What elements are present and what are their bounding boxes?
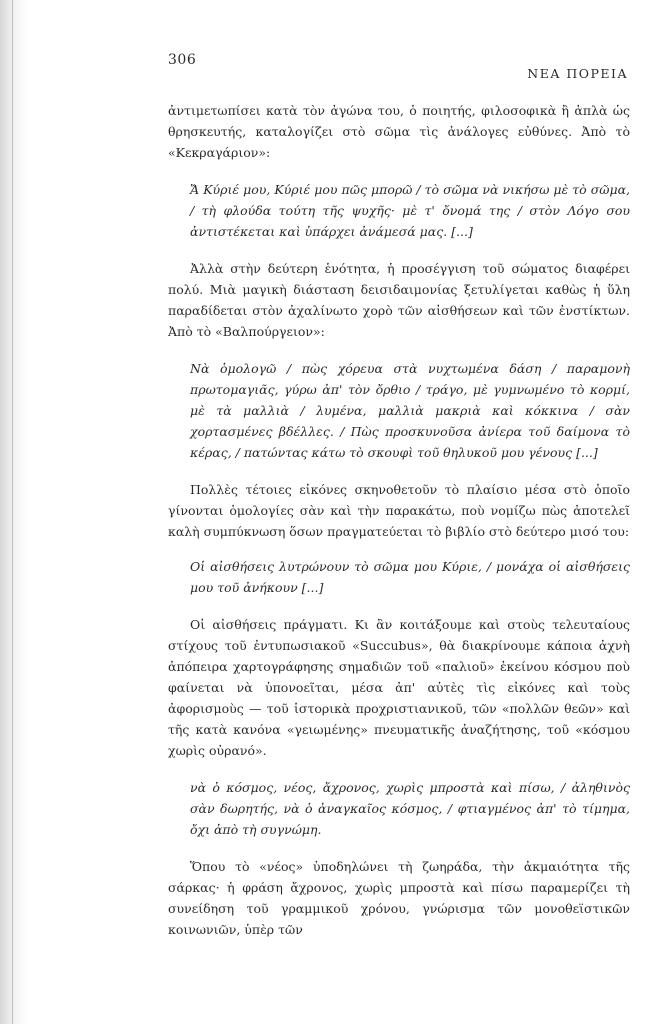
quote-kosmos: νὰ ὁ κόσμος, νέος, ἄχρονος, χωρὶς μπροστὰ καὶ πίσω, / ἀληθινὸς σὰν δωρητής, νὰ ὁ ἀναγκαῖος κόσμος, / φτιαγμένος ἀπ' τὸ τίμημα, ὄχι ἀπὸ τὴ συγνώμη. [190,780,630,837]
page-binding-edge [12,0,13,1024]
running-head: ΝΕΑ ΠΟΡΕΙΑ [527,66,628,81]
quote-kekragarion: Ἄ Κύριέ μου, Κύριέ μου πῶς μπορῶ / τὸ σῶμα νὰ νικήσω μὲ τὸ σῶμα, / τὴ φλούδα τούτη τῆς ψυχῆς· μὲ τ' ὄνομά της / στὸν Λόγο σου ἀντιστέκεται καὶ ὑπάρχει ἀνάμεσά μας. [...] [190,182,630,239]
paragraph-5: Ὅπου τὸ «νέος» ὑποδηλώνει τὴ ζωηράδα, τὴν ἀκμαιότητα τῆς σάρκας· ἡ φράση ἄχρονος, χωρὶς μπροστὰ καὶ πίσω παραμερίζει τὴ συνείδηση τοῦ γραμμικοῦ χρόνου, γνώρισμα τῶν μονοθεϊστικῶν κοινωνιῶν, ὑπὲρ τῶν [168,859,630,937]
page-header [0,52,660,82]
paragraph-4: Οἱ αἰσθήσεις πράγματι. Κι ἂν κοιτάξουμε καὶ στοὺς τελευταίους στίχους τοῦ ἐντυπωσιακοῦ «Succubus», θὰ διακρίνουμε κάποια ἀχνὴ ἀπόπειρα χαρτογράφησης σημαδιῶν τοῦ «παλιοῦ» ἐκείνου κόσμου ποὺ φαίνεται νὰ ὑπονοεῖται, μέσα ἀπ' αὐτὲς τὶς εἰκόνες καὶ τοὺς ἀφορισμοὺς — τοῦ ἱστορικὰ προχριστιανικοῦ, τῶν «πολλῶν θεῶν» καὶ τῆς κατὰ κανόνα «γειωμένης» πνευματικῆς ἀναζήτησης, τοῦ «κόσμου χωρὶς οὐρανό». [168,617,630,758]
body-text [168,100,630,940]
page-number: 306 [168,52,197,68]
paragraph-2: Ἀλλὰ στὴν δεύτερη ἑνότητα, ἡ προσέγγιση τοῦ σώματος διαφέρει πολύ. Μιὰ μαγικὴ διάσταση δεισιδαιμονίας ξετυλίγεται καθὼς ἡ ὕλη παραδίδεται στὸν ἀχαλίνωτο χορὸ τῶν αἰσθήσεων καὶ τῶν ἐνστίκτων. Ἀπὸ τὸ «Βαλπούργειον»: [168,261,630,339]
paragraph-3: Πολλὲς τέτοιες εἰκόνες σκηνοθετοῦν τὸ πλαίσιο μέσα στὸ ὁποῖο γίνονται ὁμολογίες σὰν καὶ τὴν παρακάτω, ποὺ νομίζω πὼς ἀποτελεῖ καλὴ συμπύκνωση ὅσων πραγματεύεται τὸ βιβλίο στὸ δεύτερο μισό του: [168,482,630,539]
paragraph-1: ἀντιμετωπίσει κατὰ τὸν ἀγώνα του, ὁ ποιητής, φιλοσοφικὰ ἢ ἁπλὰ ὡς θρησκευτής, καταλογίζει στὸ σῶμα τὶς ἀνάλογες εὐθύνες. Ἀπὸ τὸ «Κεκραγάριον»: [168,103,630,160]
quote-valpourgeion: Νὰ ὁμολογῶ / πὼς χόρευα στὰ νυχτωμένα δάση / παραμονὴ πρωτομαγιᾶς, γύρω ἀπ' τὸν ὄρθιο / τράγο, μὲ γυμνωμένο τὸ κορμί, μὲ τὰ μαλλιὰ / λυμένα, μαλλιὰ μακριὰ καὶ κόκκινα / σὰν χορτασμένες βδέλλες. / Πὼς προσκυνοῦσα ἀνίερα τοῦ δαίμονα τὸ κέρας, / πατώντας κάτω τὸ σκουφὶ τοῦ θηλυκοῦ μου γένους [...] [190,361,630,460]
quote-aistheseis: Οἱ αἰσθήσεις λυτρώνουν τὸ σῶμα μου Κύριε, / μονάχα οἱ αἰσθήσεις μου τοῦ ἀνήκουν [...] [190,559,630,595]
page-gutter-shadow [0,0,28,1024]
